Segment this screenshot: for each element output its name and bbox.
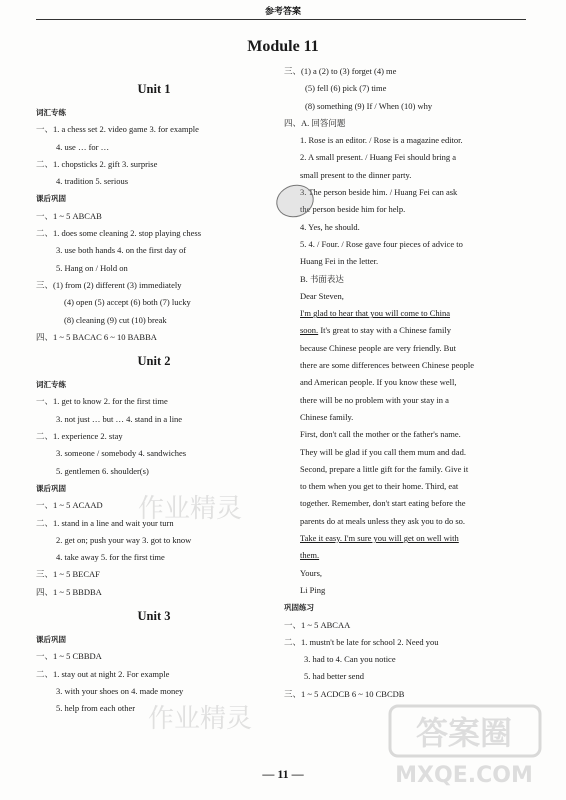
answer-line: 一、1. get to know 2. for the first time (36, 396, 168, 407)
letter-line: First, don't call the mother or the father's name. (300, 429, 461, 440)
page-number: — 11 — (262, 767, 304, 781)
answer-line: Huang Fei in the letter. (300, 256, 379, 267)
answer-line: 5. had better send (304, 671, 364, 682)
answer-line: 二、1. does some cleaning 2. stop playing chess (36, 228, 202, 239)
module-title: Module 11 (247, 38, 319, 55)
answer-line: 三、1 ~ 5 BECAF (36, 569, 100, 580)
unit1-vocab-title: 词汇专练 (36, 108, 66, 117)
answer-line: 一、1 ~ 5 CBBDA (36, 651, 102, 662)
answer-line: 一、1 ~ 5 ABCAB (36, 210, 102, 221)
header-rule (36, 19, 526, 20)
svg-text:MXQE.COM: MXQE.COM (395, 763, 533, 788)
letter-line: because Chinese people are very friendly. But (300, 342, 456, 353)
letter-line: together. Remember, don't start eating before the (300, 498, 466, 509)
answer-line: 一、1. a chess set 2. video game 3. for example (36, 124, 199, 135)
answer-line: 一、1 ~ 5 ACAAD (36, 500, 103, 511)
letter-line: there will be no problem with your stay in a (300, 394, 449, 405)
unit2-after-title: 课后巩固 (36, 483, 66, 493)
answer-line: (4) open (5) accept (6) both (7) lucky (64, 297, 191, 308)
answer-line: 2. get on; push your way 3. got to know (56, 534, 192, 545)
answer-line: (8) cleaning (9) cut (10) break (64, 314, 167, 325)
letter-underlined: them. (300, 550, 320, 561)
answer-line: 3. not just … but … 4. stand in a line (56, 413, 183, 424)
letter-line: to them when you get to their home. Third, eat (300, 481, 459, 492)
letter-line: They will be glad if you call them mum and dad. (300, 446, 466, 457)
answer-line: 二、1. stand in a line and wait your turn (36, 517, 174, 528)
answer-line: 5. Hang on / Hold on (56, 262, 128, 273)
unit3-after-title: 课后巩固 (36, 635, 66, 645)
answer-line: 3. had to 4. Can you notice (304, 654, 396, 665)
page-header: 参考答案 (264, 7, 301, 17)
answer-line: 三、1 ~ 5 ACDCB 6 ~ 10 CBCDB (284, 688, 405, 699)
unit1-after-title: 课后巩固 (36, 194, 66, 204)
unit1-title: Unit 1 (137, 82, 171, 96)
answer-line: 二、1. stay out at night 2. For example (36, 668, 170, 679)
answer-line: 四、1 ~ 5 BBDBA (36, 586, 102, 597)
answer-line: 3. The person beside him. / Huang Fei can ask (300, 187, 458, 198)
answer-line: 5. 4. / Four. / Rose gave four pieces of advice to (300, 238, 463, 249)
letter-underlined: Take it easy. I'm sure you will get on well with (300, 533, 459, 544)
answer-line: (8) something (9) If / When (10) why (305, 100, 433, 111)
letter-underlined: I'm glad to hear that you will come to China (300, 308, 451, 319)
section4-title: 四、A. 回答问题 (284, 117, 346, 128)
answer-line: 三、(1) from (2) different (3) immediately (36, 279, 182, 290)
answer-line: 3. with your shoes on 4. made money (56, 685, 184, 696)
letter-text: It's great to stay with a Chinese family (318, 325, 451, 336)
unit2-vocab-title: 词汇专练 (36, 380, 66, 390)
letter-body (284, 305, 524, 599)
answer-line: small present to the dinner party. (300, 169, 412, 180)
watermark-text: 作业精灵 (138, 494, 243, 524)
letter-signoff: Yours, (300, 567, 323, 578)
letter-line: parents do at meals unless they ask you to do so. (300, 515, 466, 526)
watermark-text: 作业精灵 (148, 704, 253, 734)
answer-line: (5) fell (6) pick (7) time (305, 83, 387, 94)
letter-line: Second, prepare a little gift for the family. Give it (300, 463, 469, 474)
answer-line: 5. gentlemen 6. shoulder(s) (56, 465, 149, 476)
answer-line: 2. A small present. / Huang Fei should bring a (300, 152, 457, 163)
letter-line: there are some differences between Chinese people (300, 360, 475, 371)
unit2-title: Unit 2 (137, 354, 171, 369)
answer-line: 1. Rose is an editor. / Rose is a magazine editor. (300, 135, 463, 146)
letter-greeting: Dear Steven, (300, 290, 344, 301)
answer-line: 3. someone / somebody 4. sandwiches (56, 448, 187, 459)
answer-line: 4. use … for … (56, 141, 110, 152)
letter-underlined: soon. (300, 325, 319, 336)
answer-line: 三、(1) a (2) to (3) forget (4) me (284, 66, 397, 76)
right-column (284, 63, 524, 703)
answer-line: 一、1 ~ 5 ABCAA (284, 619, 351, 630)
left-column (36, 74, 272, 718)
unit3-title: Unit 3 (137, 609, 171, 624)
answer-line: 5. help from each other (56, 703, 136, 714)
answer-line: 4. tradition 5. serious (56, 176, 129, 187)
answer-line: 二、1. experience 2. stay (36, 431, 123, 442)
practice-title: 巩固练习 (284, 603, 314, 613)
answer-line: 4. take away 5. for the first time (56, 552, 165, 563)
answer-line: 二、1. chopsticks 2. gift 3. surprise (36, 158, 158, 169)
answer-line: 3. use both hands 4. on the first day of (56, 245, 187, 256)
answer-line: 二、1. mustn't be late for school 2. Need you (284, 636, 439, 647)
answer-line: the person beside him for help. (300, 204, 406, 215)
writing-title: B. 书面表达 (300, 273, 344, 284)
letter-line: Chinese family. (300, 411, 354, 422)
svg-text:答案圈: 答案圈 (415, 714, 513, 752)
letter-signature: Li Ping (300, 584, 326, 595)
answer-line: 4. Yes, he should. (300, 221, 360, 232)
letter-line: and American people. If you know these well, (300, 377, 457, 388)
answer-line: 四、1 ~ 5 BACAC 6 ~ 10 BABBA (36, 331, 157, 342)
